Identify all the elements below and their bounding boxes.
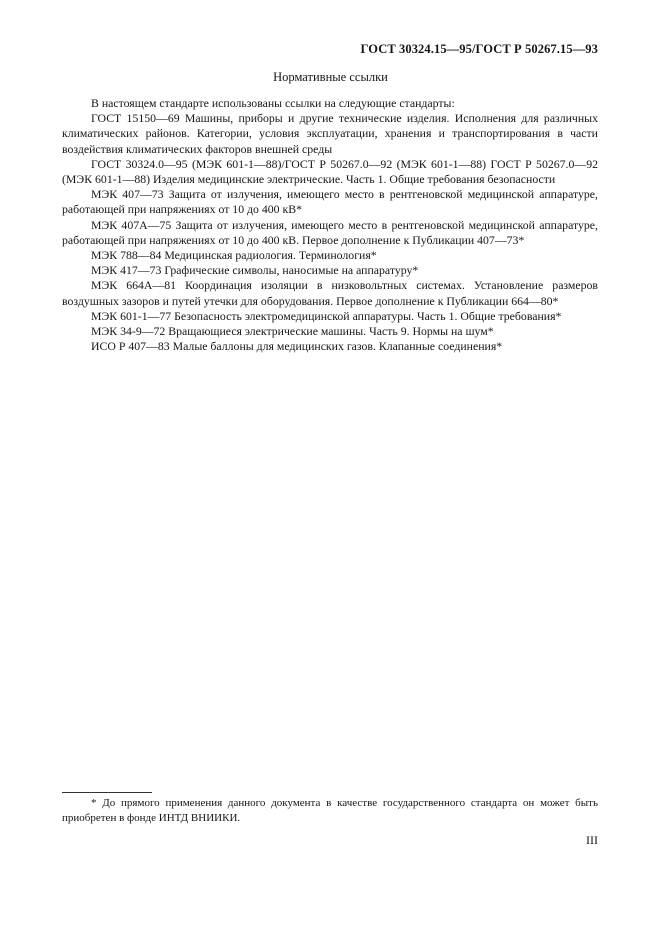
page-number: III [586,833,598,847]
reference-item: ГОСТ 15150—69 Машины, приборы и другие технические изделия. Исполнения для различных климатических районов. Категории, условия эксплуатации, хранения и транспортирования в части воздействия климатических факторов внешней среды [62,111,598,156]
reference-item: МЭК 417—73 Графические символы, наносимые на аппаратуру* [91,263,419,278]
references-body [62,96,598,354]
section-title: Нормативные ссылки [273,70,388,84]
reference-item: МЭК 601-1—77 Безопасность электромедицинской аппаратуры. Часть 1. Общие требования* [91,308,562,323]
reference-item: МЭК 407—73 Защита от излучения, имеющего место в рентгеновской медицинской аппаратуре, работающей при напряжениях от 10 до 400 кВ* [62,187,598,217]
footnote-divider [62,792,152,793]
document-header: ГОСТ 30324.15—95/ГОСТ Р 50267.15—93 [360,42,598,56]
reference-item: ИСО Р 407—83 Малые баллоны для медицинских газов. Клапанные соединения* [91,339,503,354]
reference-item: МЭК 34-9—72 Вращающиеся электрические машины. Часть 9. Нормы на шум* [91,324,494,339]
reference-item: МЭК 664А—81 Координация изоляции в низковольтных системах. Установление размеров воздушных зазоров и путей утечки для оборудования. Первое дополнение к Публикации 664—80* [62,278,598,308]
intro-paragraph: В настоящем стандарте использованы ссылки на следующие стандарты: [91,96,455,110]
reference-item: МЭК 788—84 Медицинская радиология. Терминология* [91,248,377,263]
reference-item: ГОСТ 30324.0—95 (МЭК 601-1—88)/ГОСТ Р 50267.0—92 (МЭК 601-1—88) ГОСТ Р 50267.0—92 (МЭК 601-1—88) Изделия медицинские электрические. Часть 1. Общие требования безопасности [62,156,598,187]
reference-item: МЭК 407А—75 Защита от излучения, имеющего место в рентгеновской медицинской аппаратуре, работающей при напряжениях от 10 до 400 кВ. Первое дополнение к Публикации 407—73* [62,217,598,247]
footnote: * До прямого применения данного документа в качестве государственного стандарта он может быть приобретен в фонде ИНТД ВНИИКИ. [62,797,598,824]
